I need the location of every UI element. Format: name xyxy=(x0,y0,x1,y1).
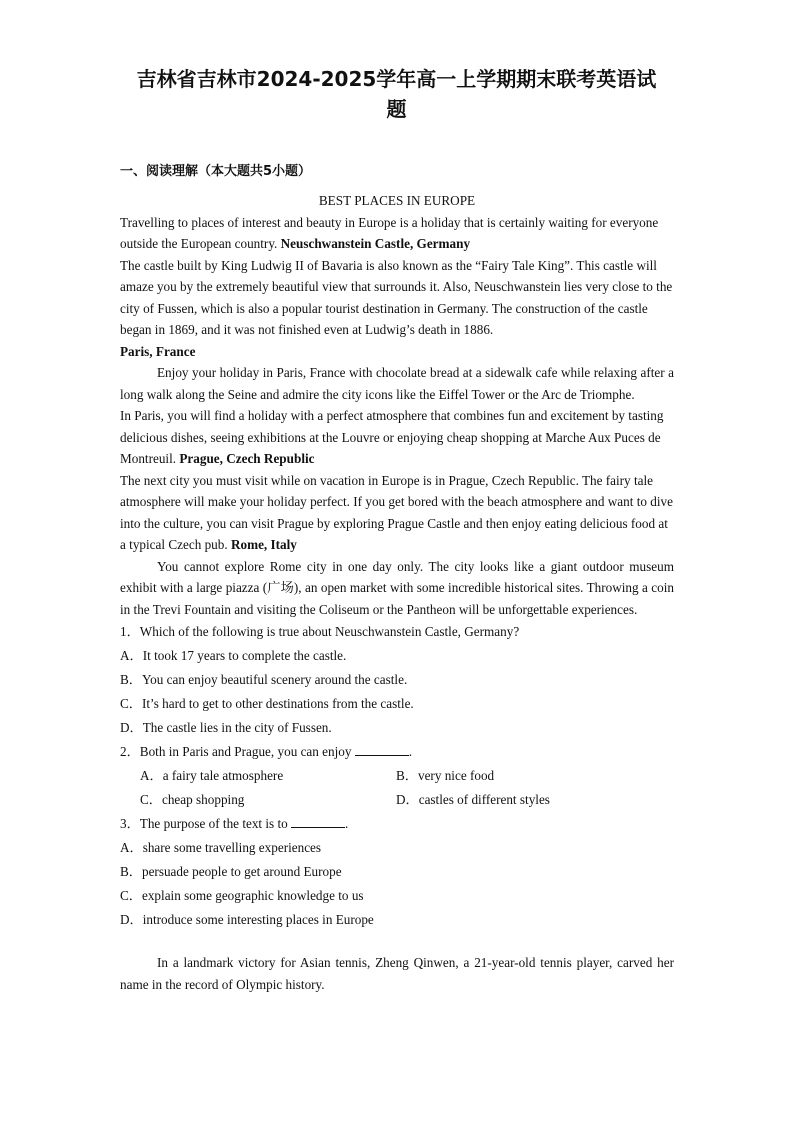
question-3-option-a: A．share some travelling experiences xyxy=(120,840,322,855)
question-1-option-c: C．It’s hard to get to other destinations from the castle. xyxy=(120,696,414,711)
question-2-option-d: D．castles of different styles xyxy=(396,792,550,807)
question-2-options-row-1 xyxy=(140,764,674,788)
question-3-option-b: B．persuade people to get around Europe xyxy=(120,864,342,879)
question-1-option-b: B．You can enjoy beautiful scenery around the castle. xyxy=(120,672,408,687)
paragraph-prague: The next city you must visit while on vacation in Europe is in Prague, Czech Republic. The fairy tale atmosphere will make your holiday perfect. If you get bored with the beach atmosphere and want to dive into the culture, you can visit Prague by exploring Prague Castle and then enjoy eating delicious food at a typical Czech pub. Rome, Italy xyxy=(120,472,673,552)
page-title xyxy=(100,64,693,124)
paragraph-rome: You cannot explore Rome city in one day only. The city looks like a giant outdoor museum exhibit with a large piazza (广场), an open market with some incredible historical sites. Throwing a coin in the Trevi Fountain and visiting the Coliseum or the Pantheon will be unforgettable experiences. xyxy=(120,558,674,617)
title-line-2: 题 xyxy=(386,97,407,121)
question-2-option-a: A．a fairy tale atmosphere xyxy=(140,768,284,783)
title-line-1: 吉林省吉林市2024-2025学年高一上学期期末联考英语试 xyxy=(136,67,657,91)
question-1: 1．Which of the following is true about Neuschwanstein Castle, Germany? xyxy=(120,624,520,639)
paragraph-paris-2: In Paris, you will find a holiday with a perfect atmosphere that combines fun and excitement by tasting delicious dishes, seeing exhibitions at the Louvre or enjoying cheap shopping at Marche Aux Puces de Montreuil. Prague, Czech Republic xyxy=(120,408,664,466)
question-2-option-b: B．very nice food xyxy=(396,768,495,783)
passage-heading: BEST PLACES IN EUROPE xyxy=(318,193,476,208)
question-3-option-c: C．explain some geographic knowledge to us xyxy=(120,888,364,903)
paragraph-paris-1: Enjoy your holiday in Paris, France with chocolate bread at a sidewalk cafe while relaxing after a long walk along the Seine and admire the city icons like the Eiffel Tower or the Arc de Triomphe. xyxy=(120,365,674,402)
paragraph-germany: The castle built by King Ludwig II of Bavaria is also known as the “Fairy Tale King”. This castle will amaze you by the extremely beautiful view that surrounds it. Also, Neuschwanstein lies very close to the city of Fussen, which is also a popular tourist destination in Germany. The construction of the castle began in 1869, and it was not finished even at Ludwig’s death in 1886. xyxy=(120,257,673,337)
section-heading: 一、阅读理解（本大题共5小题） xyxy=(120,164,312,179)
place-heading-france: Paris, France xyxy=(120,343,196,359)
document-body xyxy=(120,190,674,995)
answer-blank xyxy=(355,743,409,756)
question-2-options-row-2 xyxy=(140,788,674,812)
place-heading-germany: Neuschwanstein Castle, Germany xyxy=(280,236,471,251)
question-2: 2．Both in Paris and Prague, you can enjoy . xyxy=(120,744,413,759)
question-1-option-d: D．The castle lies in the city of Fussen. xyxy=(120,720,332,735)
passage-intro: Travelling to places of interest and beauty in Europe is a holiday that is certainly waiting for everyone outside the European country. Neuschwanstein Castle, Germany xyxy=(120,214,659,251)
passage-b-paragraph-1: In a landmark victory for Asian tennis, Zheng Qinwen, a 21-year-old tennis player, carved her name in the record of Olympic history. xyxy=(120,955,674,992)
answer-blank xyxy=(291,815,345,828)
place-heading-italy: Rome, Italy xyxy=(230,537,297,552)
question-1-option-a: A．It took 17 years to complete the castle. xyxy=(120,648,347,663)
question-2-option-c: C．cheap shopping xyxy=(140,792,245,807)
spacer xyxy=(120,932,674,952)
question-3-option-d: D．introduce some interesting places in Europe xyxy=(120,912,374,927)
place-heading-czech: Prague, Czech Republic xyxy=(179,451,315,466)
question-3: 3．The purpose of the text is to . xyxy=(120,816,349,831)
